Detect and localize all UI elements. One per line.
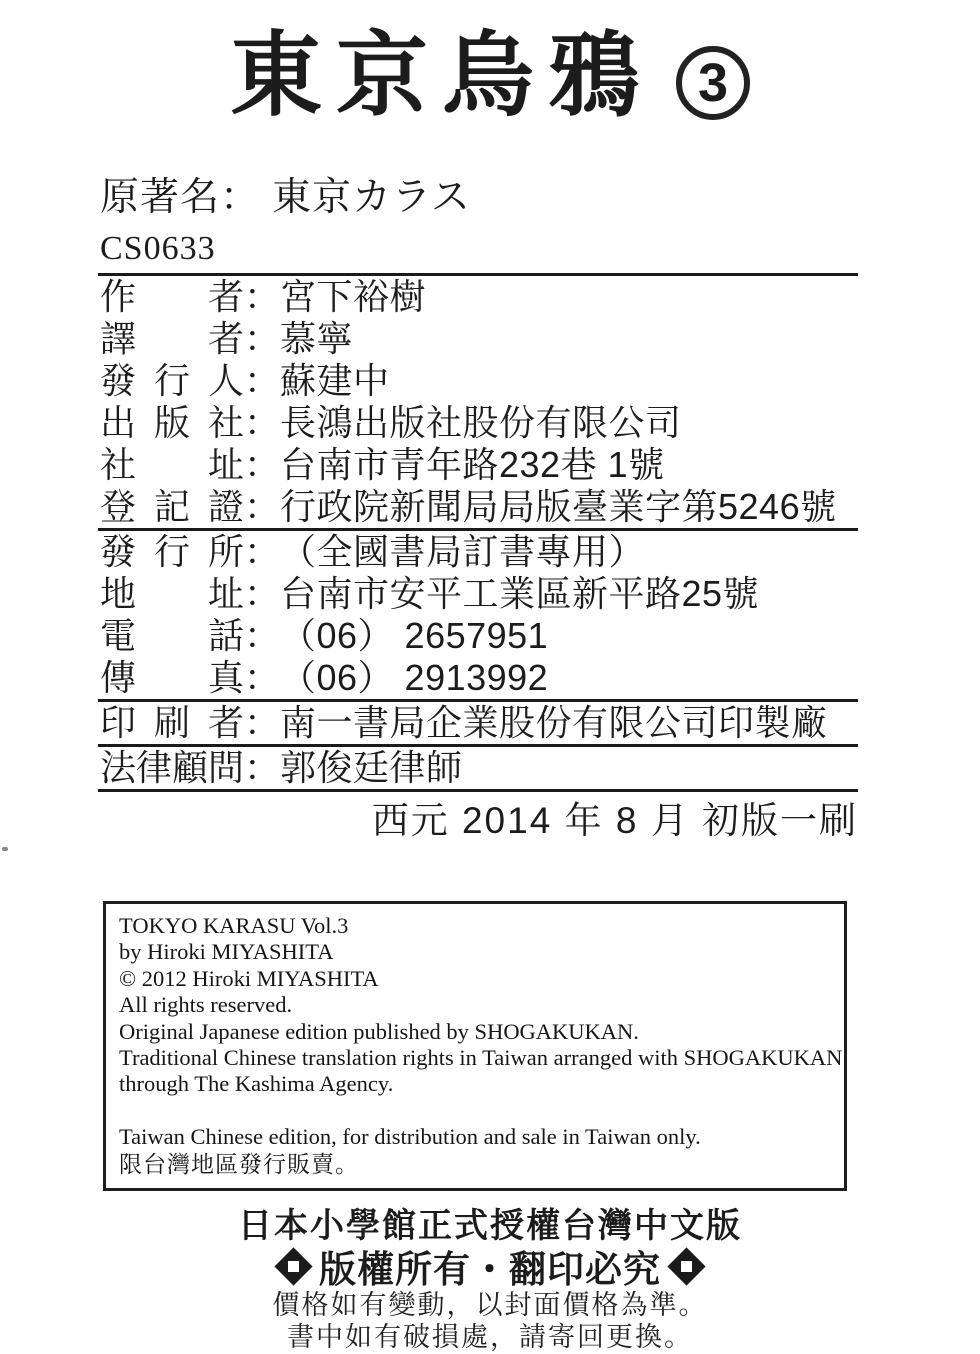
table-row (98, 615, 858, 657)
box-line: All rights reserved. (119, 992, 293, 1018)
row-label: 出版社 (100, 402, 244, 443)
license-box (103, 901, 847, 1191)
damage-note: 書中如有破損處，請寄回更換。 (287, 1322, 693, 1352)
volume-number: 3 (697, 53, 729, 113)
row-label: 譯者 (100, 318, 244, 359)
table-row (98, 747, 858, 789)
row-value: 行政院新聞局局版臺業字第5246號 (280, 486, 837, 527)
row-value: 台南市安平工業區新平路25號 (280, 573, 760, 614)
row-label: 發行所 (100, 531, 244, 572)
row-colon: ： (244, 747, 281, 788)
book-title: 東京烏鴉 (229, 25, 654, 127)
row-colon: ： (244, 444, 281, 485)
colophon-group (98, 276, 858, 528)
row-label: 社址 (100, 444, 244, 485)
row-value: 長鴻出版社股份有限公司 (280, 402, 682, 443)
diamond-icon (274, 1247, 312, 1285)
row-value: 南一書局企業股份有限公司印製廠 (280, 702, 828, 743)
book-title-line (0, 2, 980, 134)
box-line: by Hiroki MIYASHITA (119, 939, 334, 965)
row-colon: ： (244, 486, 281, 527)
row-colon: ： (244, 531, 281, 572)
box-line: 限台灣地區發行販賣。 (119, 1150, 359, 1177)
row-label: 作者 (100, 276, 244, 317)
colophon-group (98, 528, 858, 699)
row-value: 蘇建中 (280, 360, 390, 401)
row-label: 地址 (100, 573, 244, 614)
row-colon: ： (244, 573, 281, 614)
original-title-line (100, 166, 471, 222)
original-title-colon: ： (220, 176, 261, 219)
row-label: 印刷者 (100, 702, 244, 743)
row-value: 台南市青年路232巷 1號 (280, 444, 665, 485)
original-title: 東京カラス (272, 176, 471, 219)
table-row (98, 486, 858, 528)
box-line: Original Japanese edition published by SHOGAKUKAN. (119, 1018, 639, 1044)
row-colon: ： (244, 276, 281, 317)
volume-circle-icon (676, 46, 750, 120)
edition-date-line: 西元 2014 年 8 月 初版一刷 (371, 800, 858, 841)
box-line: © 2012 Hiroki MIYASHITA (119, 965, 379, 991)
colophon-group (98, 744, 858, 789)
row-colon: ： (244, 402, 281, 443)
table-row (98, 360, 858, 402)
table-row (98, 702, 858, 744)
colophon-group (98, 699, 858, 744)
table-row (98, 276, 858, 318)
row-value: 慕寧 (280, 318, 354, 359)
row-label: 電話 (100, 615, 244, 656)
row-value: （全國書局訂書專用） (280, 531, 646, 572)
table-row (98, 318, 858, 360)
box-line: Traditional Chinese translation rights in Taiwan arranged with SHOGAKUKAN (119, 1045, 843, 1071)
row-value: （06） 2913992 (280, 657, 549, 698)
colophon-table (98, 273, 858, 792)
original-title-label: 原著名 (100, 176, 221, 219)
row-label: 傳真 (100, 657, 244, 698)
row-value: 郭俊廷律師 (280, 747, 463, 788)
table-row (98, 531, 858, 573)
row-value: （06） 2657951 (280, 615, 549, 656)
price-note: 價格如有變動，以封面價格為準。 (272, 1290, 708, 1320)
box-line: through The Kashima Agency. (119, 1071, 394, 1097)
authorization-line: 日本小學館正式授權台灣中文版 (238, 1207, 742, 1245)
table-row (98, 402, 858, 444)
row-value: 宮下裕樹 (280, 276, 427, 317)
row-colon: ： (244, 615, 281, 656)
row-label: 法律顧問 (100, 747, 245, 788)
rights-statement-text: 版權所有・翻印必究 (319, 1249, 661, 1290)
row-label: 登記證 (100, 486, 244, 527)
row-label: 發行人 (100, 360, 244, 401)
scan-artifact-dot (2, 847, 8, 851)
table-row (98, 444, 858, 486)
diamond-icon (667, 1247, 705, 1285)
row-colon: ： (244, 318, 281, 359)
row-colon: ： (244, 360, 281, 401)
box-blank-line (119, 1098, 831, 1124)
table-row (98, 573, 858, 615)
product-code: CS0633 (100, 230, 216, 267)
row-colon: ： (244, 702, 281, 743)
table-row (98, 657, 858, 699)
box-line: TOKYO KARASU Vol.3 (119, 913, 349, 938)
row-colon: ： (244, 657, 281, 698)
box-line: Taiwan Chinese edition, for distribution and sale in Taiwan only. (119, 1124, 701, 1150)
